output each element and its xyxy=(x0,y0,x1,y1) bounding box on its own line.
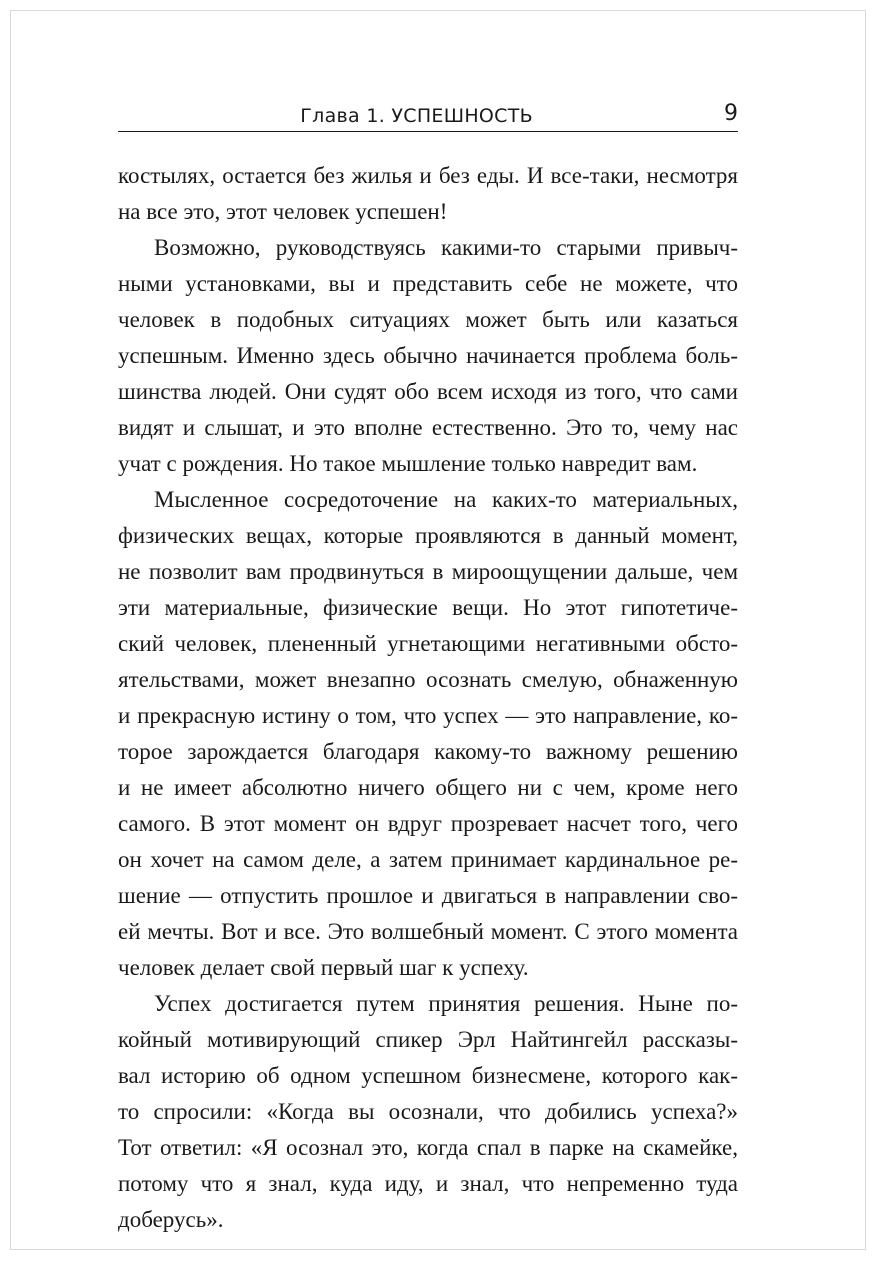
running-header xyxy=(118,98,738,132)
text-line: то спросили: «Когда вы осознали, что добились успеха?» xyxy=(118,1099,738,1124)
text-line: Успех достигается путем принятия решения. Ныне по- xyxy=(154,991,738,1016)
text-line: ными установками, вы и представить себе не можете, что xyxy=(118,271,738,296)
text-line: успешным. Именно здесь обычно начинается проблема боль- xyxy=(118,343,738,368)
text-line: и прекрасную истину о том, что успех — это направление, ко- xyxy=(118,703,738,728)
page-number: 9 xyxy=(724,101,738,126)
chapter-title: Глава 1. УСПЕШНОСТЬ xyxy=(300,105,533,127)
text-line: Тот ответил: «Я осознал это, когда спал в парке на скамейке, xyxy=(118,1135,738,1160)
text-line: Мысленное сосредоточение на каких-то материальных, xyxy=(154,487,738,512)
text-line: потому что я знал, куда иду, и знал, что непременно туда xyxy=(118,1171,738,1196)
paragraph xyxy=(118,986,738,1238)
text-line: человек в подобных ситуациях может быть или казаться xyxy=(118,307,738,332)
paragraph xyxy=(118,158,738,230)
text-line: учат с рождения. Но такое мышление только навредит вам. xyxy=(118,451,698,476)
body-text xyxy=(118,158,738,1238)
text-line: на все это, этот человек успешен! xyxy=(118,199,448,224)
text-line: человек делает свой первый шаг к успеху. xyxy=(118,955,529,980)
text-line: вал историю об одном успешном бизнесмене, которого как- xyxy=(118,1063,738,1088)
text-line: костылях, остается без жилья и без еды. И все-таки, несмотря xyxy=(118,163,738,188)
text-line: доберусь». xyxy=(118,1207,224,1232)
text-line: Возможно, руководствуясь какими-то старыми привыч- xyxy=(154,235,738,260)
paragraph xyxy=(118,482,738,986)
text-line: самого. В этот момент он вдруг прозревает насчет того, чего xyxy=(118,811,738,836)
paragraph xyxy=(118,230,738,482)
text-line: видят и слышат, и это вполне естественно. Это то, чему нас xyxy=(118,415,738,440)
text-line: койный мотивирующий спикер Эрл Найтингейл рассказы- xyxy=(118,1027,738,1052)
text-line: эти материальные, физические вещи. Но этот гипотетиче- xyxy=(118,595,738,620)
text-line: торое зарождается благодаря какому-то важному решению xyxy=(118,739,738,764)
text-line: шинства людей. Они судят обо всем исходя из того, что сами xyxy=(118,379,738,404)
text-line: шение — отпустить прошлое и двигаться в направлении сво- xyxy=(118,883,738,908)
text-line: ятельствами, может внезапно осознать смелую, обнаженную xyxy=(118,667,738,692)
text-line: не позволит вам продвинуться в мироощущении дальше, чем xyxy=(118,559,738,584)
text-line: и не имеет абсолютно ничего общего ни с чем, кроме него xyxy=(118,775,738,800)
text-line: ский человек, плененный угнетающими негативными обсто- xyxy=(118,631,738,656)
text-line: физических вещах, которые проявляются в данный момент, xyxy=(118,523,738,548)
text-line: ей мечты. Вот и все. Это волшебный момент. С этого момента xyxy=(118,919,738,944)
text-line: он хочет на самом деле, а затем принимает кардинальное ре- xyxy=(118,847,738,872)
